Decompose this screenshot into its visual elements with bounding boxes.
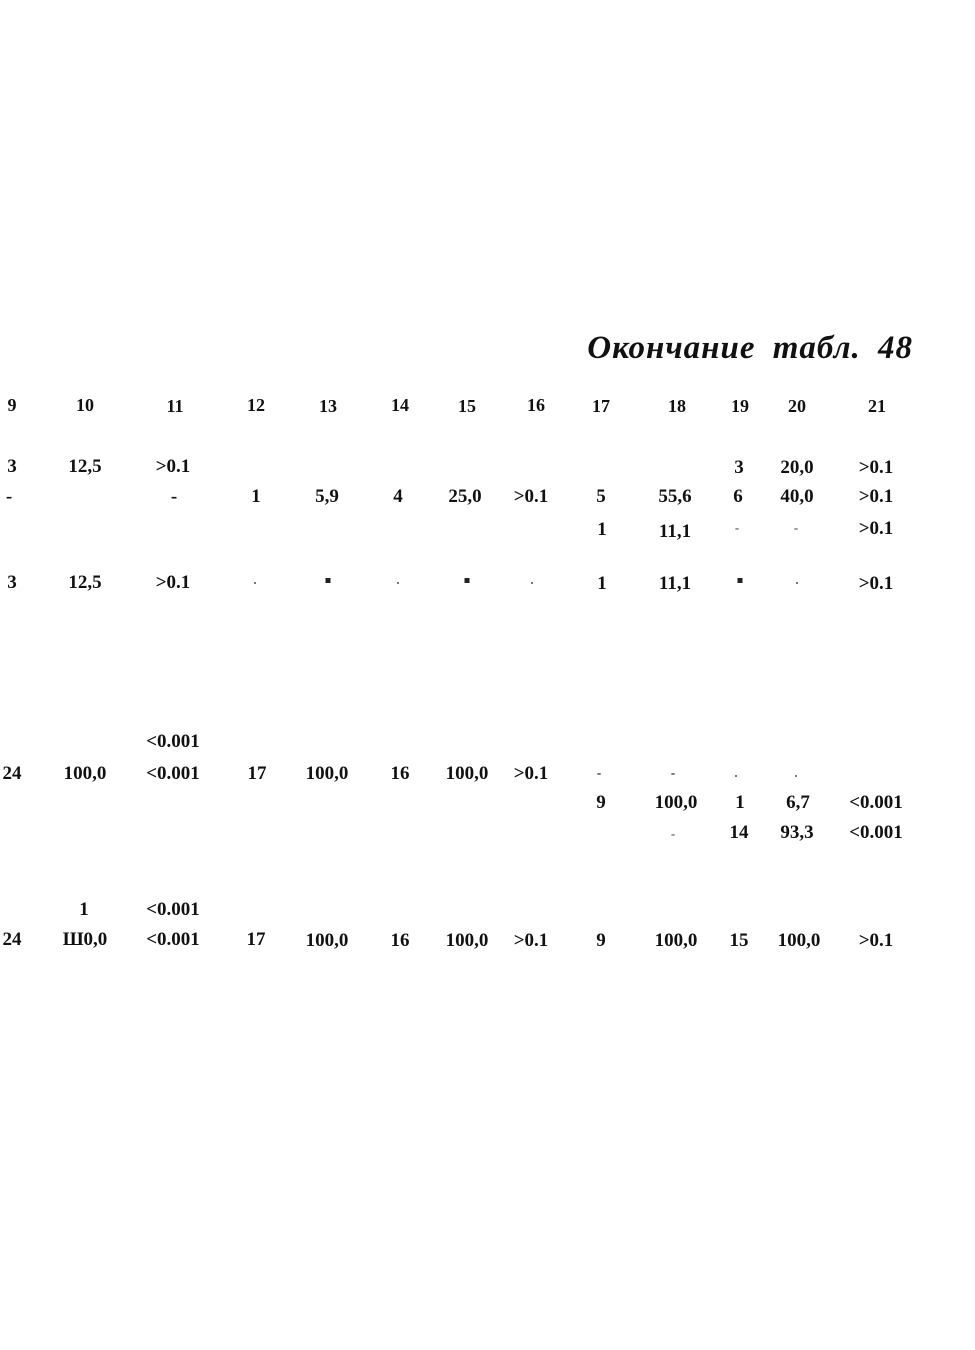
table-cell: <0.001 bbox=[146, 899, 200, 920]
dot-mark bbox=[796, 582, 798, 584]
table-cell: <0.001 bbox=[146, 763, 200, 784]
header-col-18: 18 bbox=[668, 396, 686, 416]
dot-mark bbox=[531, 582, 533, 584]
table-cell: 100,0 bbox=[445, 930, 489, 951]
table-cell: 16 bbox=[390, 930, 410, 951]
table-cell: >0.1 bbox=[155, 572, 191, 593]
table-cell: 93,3 bbox=[780, 822, 814, 843]
table-cell: 20,0 bbox=[780, 457, 814, 478]
table-cell: <0.001 bbox=[146, 731, 200, 752]
header-col-16: 16 bbox=[527, 395, 545, 415]
table-cell: - bbox=[596, 765, 602, 780]
table-cell: 100,0 bbox=[777, 930, 821, 951]
table-cell: 1 bbox=[597, 519, 607, 540]
table-cell: 11,1 bbox=[658, 521, 692, 542]
table-cell: 3 bbox=[7, 456, 17, 477]
table-cell: <0.001 bbox=[849, 822, 903, 843]
table-cell: >0.1 bbox=[155, 456, 191, 477]
table-cell: 100,0 bbox=[445, 763, 489, 784]
table-cell: 24 bbox=[2, 929, 22, 950]
table-cell: 9 bbox=[596, 930, 606, 951]
header-col-13: 13 bbox=[319, 396, 337, 416]
header-col-14: 14 bbox=[391, 395, 409, 415]
table-cell: 55,6 bbox=[658, 486, 692, 507]
table-cell: 5,9 bbox=[315, 486, 339, 507]
dot-mark bbox=[795, 775, 797, 777]
table-cell: 3 bbox=[734, 457, 744, 478]
table-cell: 14 bbox=[729, 822, 749, 843]
table-cell: 12,5 bbox=[68, 456, 102, 477]
header-col-15: 15 bbox=[458, 396, 476, 416]
table-cell: - bbox=[793, 520, 799, 535]
dot-mark bbox=[735, 775, 737, 777]
table-cell: 15 bbox=[729, 930, 749, 951]
table-cell: >0.1 bbox=[858, 486, 894, 507]
table-cell: 9 bbox=[596, 792, 606, 813]
table-cell: 100,0 bbox=[63, 763, 107, 784]
table-cell: 11,1 bbox=[658, 573, 692, 594]
table-cell: >0.1 bbox=[513, 486, 549, 507]
table-cell: 100,0 bbox=[305, 930, 349, 951]
dot-mark bbox=[254, 582, 256, 584]
table-cell: 40,0 bbox=[780, 486, 814, 507]
table-cell: 1 bbox=[251, 486, 261, 507]
table-cell: 1 bbox=[597, 573, 607, 594]
table-cell: 17 bbox=[247, 763, 267, 784]
table-cell: >0.1 bbox=[858, 573, 894, 594]
header-col-12: 12 bbox=[247, 395, 265, 415]
header-col-10: 10 bbox=[76, 395, 94, 415]
dot-mark bbox=[738, 578, 743, 583]
table-cell: >0.1 bbox=[858, 457, 894, 478]
header-col-19: 19 bbox=[731, 396, 749, 416]
dot-mark bbox=[326, 578, 331, 583]
table-cell: 4 bbox=[393, 486, 403, 507]
table-cell: 100,0 bbox=[305, 763, 349, 784]
table-cell: 25,0 bbox=[448, 486, 482, 507]
table-cell: 6,7 bbox=[786, 792, 810, 813]
table-cell: 3 bbox=[7, 572, 17, 593]
table-continuation-title: Окончание табл. 48 bbox=[587, 330, 913, 366]
dot-mark bbox=[465, 578, 470, 583]
table-cell: 6 bbox=[733, 486, 743, 507]
table-cell: 17 bbox=[246, 929, 266, 950]
table-cell: 5 bbox=[596, 486, 606, 507]
table-cell: <0.001 bbox=[849, 792, 903, 813]
table-cell: - bbox=[670, 765, 676, 780]
table-cell: 1 bbox=[735, 792, 745, 813]
table-cell: - bbox=[5, 486, 13, 507]
header-col-20: 20 bbox=[788, 396, 806, 416]
header-col-17: 17 bbox=[592, 396, 610, 416]
table-cell: - bbox=[734, 520, 740, 535]
table-cell: >0.1 bbox=[858, 518, 894, 539]
table-cell: <0.001 bbox=[146, 929, 200, 950]
header-col-9: 9 bbox=[7, 395, 17, 415]
table-cell: 16 bbox=[390, 763, 410, 784]
table-cell: 1 bbox=[79, 899, 89, 920]
table-cell: >0.1 bbox=[513, 763, 549, 784]
table-cell: >0.1 bbox=[858, 930, 894, 951]
header-col-21: 21 bbox=[868, 396, 886, 416]
header-col-11: 11 bbox=[166, 396, 184, 416]
table-cell: - bbox=[170, 486, 178, 507]
table-cell: 24 bbox=[2, 763, 22, 784]
table-cell: 100,0 bbox=[654, 930, 698, 951]
dot-mark bbox=[397, 582, 399, 584]
table-cell: Ш0,0 bbox=[62, 929, 108, 950]
table-cell: 12,5 bbox=[68, 572, 102, 593]
table-cell: >0.1 bbox=[513, 930, 549, 951]
table-cell: - bbox=[670, 826, 676, 841]
table-cell: 100,0 bbox=[654, 792, 698, 813]
